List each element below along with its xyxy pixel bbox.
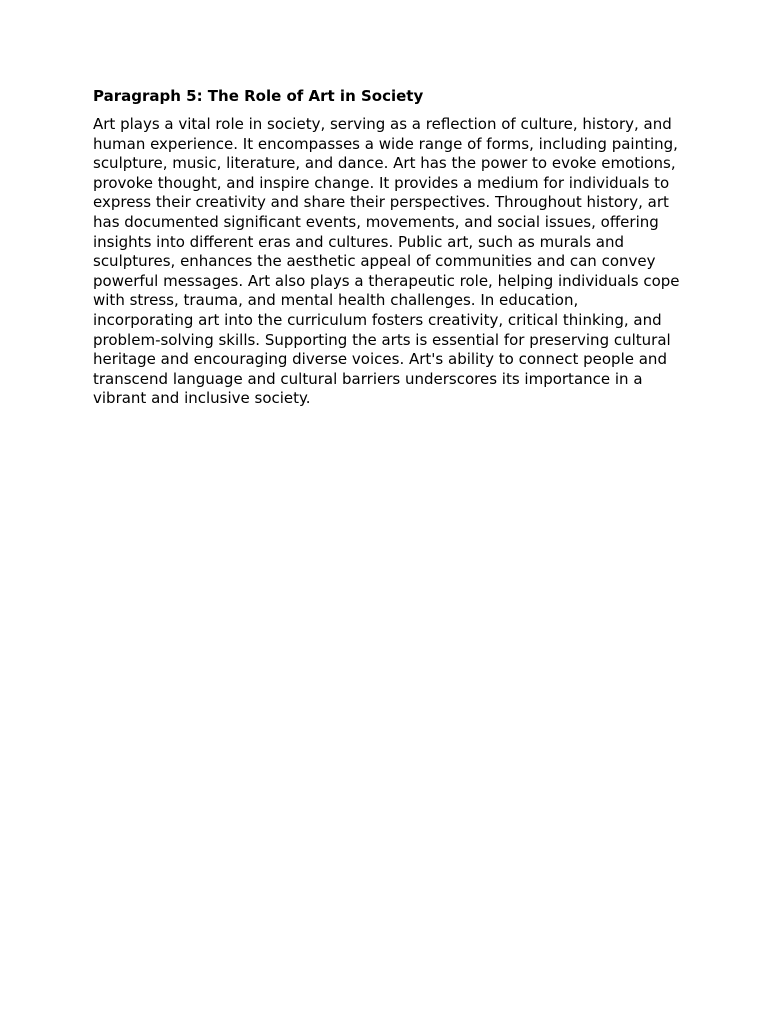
paragraph-heading: Paragraph 5: The Role of Art in Society [93,87,424,105]
document-content [93,86,683,409]
paragraph-body: Art plays a vital role in society, serving as a reflection of culture, history, and human experience. It encompasses a wide range of forms, including painting, sculpture, music, literature, and dance. Art has the power to evoke emotions, provoke thought, and inspire change. It provides a medium for individuals to express their creativity and share their perspectives. Throughout history, art has documented significant events, movements, and social issues, offering insights into different eras and cultures. Public art, such as murals and sculptures, enhances the aesthetic appeal of communities and can convey powerful messages. Art also plays a therapeutic role, helping individuals cope with stress, trauma, and mental health challenges. In education, incorporating art into the curriculum fosters creativity, critical thinking, and problem-solving skills. Supporting the arts is essential for preserving cultural heritage and encouraging diverse voices. Art's ability to connect people and transcend language and cultural barriers underscores its importance in a vibrant and inclusive society. [93,115,680,408]
